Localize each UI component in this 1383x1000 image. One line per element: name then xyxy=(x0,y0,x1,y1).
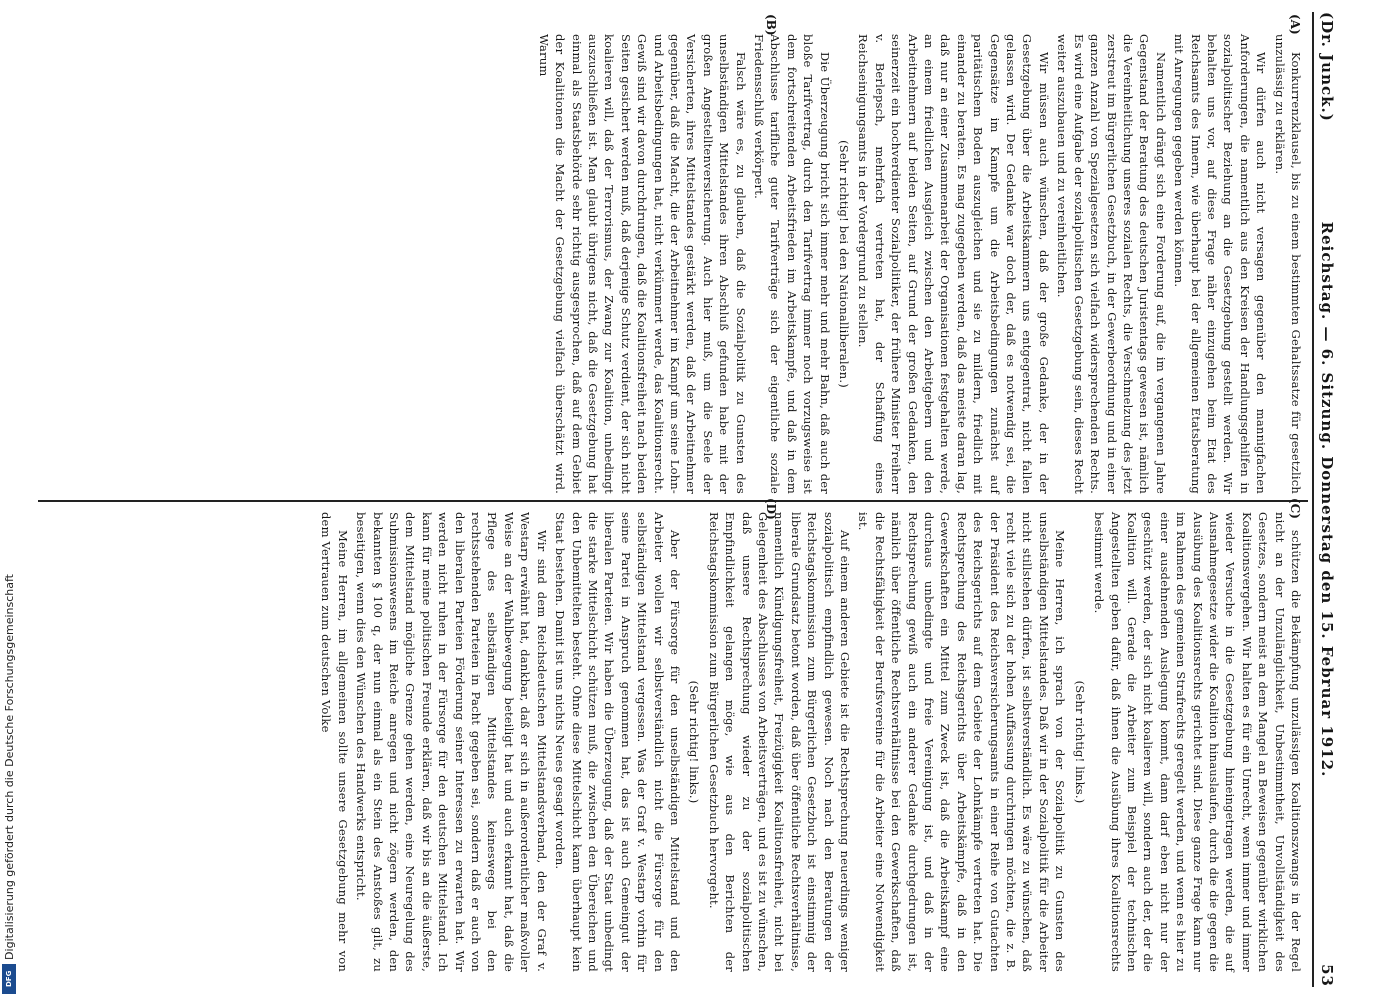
left-paragraph-5: Die Überzeugung bricht sich immer mehr und mehr Bahn, daß auch der bloße Tarifvertrag, durch den Tarifvertrag immer noch vorzugsweise ist dem fortschreitenden Arbeitsfrieden im Arbeitskampfe, und daß in dem Abschlusse tarifliche guter Tarifverträge sich der eigentliche soziale Friedensschluß verkörpert. xyxy=(752,34,832,494)
left-paragraph-1: Konkurrenzklausel, bis zu einem bestimmten Gehaltssatze für gesetzlich unzulässig zu erklären. xyxy=(1272,34,1303,494)
page-header xyxy=(1312,12,1338,987)
right-interjection-1: (Sehr richtig! links.) xyxy=(1072,680,1087,804)
left-paragraph-3: Namentlich drängt sich eine Forderung auf, die im vergangenen Jahre Gegenstand der Beratung des deutschen Juristentags gewesen ist, nämlich die Vereinheitlichung unseres sozialen Rechts, die Verschmelzung des jetzt zerstreut im Bürgerlichen Gesetzbuch, in der Gewerbeordnung und in einer ganzen Anzahl von Spezialgesetzen sich vielfach widersprechenden Rechts. Es wird eine Aufgabe der sozialpolitischen Gesetzgebung sein, dieses Recht weiter auszubauen und zu vereinheitlichen. xyxy=(1055,34,1168,494)
right-interjection-2: (Sehr richtig! links.) xyxy=(687,680,702,804)
margin-mark-d: (D) xyxy=(764,498,778,520)
right-paragraph-3: Auf einem anderen Gebiete ist die Rechtsprechung neuerdings weniger sozialpolitisch empfindlich gewesen. Noch nach den Beratungen der Reichstagskommission zum Bürgerlichen Gesetzbuch ist einstimmig der liberale Grundsatz betont worden, daß über öffentliche Rechtsverhältnisse, namentlich Kündigungsfreiheit, Freizügigkeit Koalitionsfreiheit, nicht bei Gelegenheit des Abschlusses von Arbeitsverträgen, und es ist zu wünschen, daß unsere Rechtsprechung wieder zu der sozialpolitischen Empfindlichkeit gelangen möge, wie aus den Berichten der Reichstagskommission zum Bürgerlichen Gesetzbuch hervorgeht. xyxy=(706,512,853,972)
page-number: 53 xyxy=(1318,964,1336,987)
right-paragraph-1: schützen die Bekämpfung unzulässigen Koalitionszwangs in der Regel nicht an der Unzulänglichkeit, Unbestimmtheit, Unvollständigkeit des Gesetzes, sondern meist an dem Mangel an Beweisen gegenüber wirklichen Koalitionsvergehen. Wir halten es für ein Unrecht, wenn immer und immer wieder Versuche in die Gesetzgebung hineingetragen werden, die auf Ausnahmegesetze wider die Koalition hinauslaufen, durch die die gegen die Ausübung des Koalitionsrechts gerichtet sind. Diese ganze Frage kann nur im Rahmen des gemeinen Strafrechts geregelt werden, und wenn es hier zu einer ausdehnenden Auslegung kommt, dann darf eben nicht nur der geschützt werden, der sich nicht koalieren will, sondern auch der, der die Koalition will. Gerade die Arbeiter zum Beispiel der technischen Angestellten geben dafür, daß ihnen die Ausübung ihres Koalitionsrechts bestimmt werde. xyxy=(1092,512,1303,972)
left-paragraph-4: Wir müssen auch wünschen, daß der große Gedanke, der in der Gesetzgebung über die Arbeitskammern uns entgegentrat, nicht fallen gelassen wird. Der Gedanke war doch der, daß es notwendig sei, die Gegensätze im Kampfe um die Arbeitsbedingungen zunächst auf paritätischem Boden auszugleichen und sie zu mildern, friedlich mit einander zu beraten. Es mag zugegeben werden, daß das meiste daran lag, daß nur an einer Zusammenarbeit der Organisationen festgehalten werde, an einem friedlichen Ausgleich zwischen den Arbeitgebern und den Arbeitnehmern auf beiden Seiten, auf Grund der großen Gedanken, den seinerzeit ein hochverdienter Sozialpolitiker, der frühere Minister Freiherr v. Berlepsch, mehrfach vertreten hat, der Schaffung eines Reichseinigungsamts in der Vordergrund zu stellen. xyxy=(856,34,1051,494)
right-column xyxy=(316,512,1304,972)
left-paragraph-6: Falsch wäre es, zu glauben, daß die Sozialpolitik zu Gunsten des unselbständigen Mittelstandes ihren Abschluß gefunden habe mit der großen Angestelltenversicherung. Auch hier muß, um die Seele der Versicherten, ihres Mittelstandes gestärkt werden, daß der Arbeitnehmer gegenüber, daß die Macht, die der Arbeitnehmer im Kampf um seine Lohn- und Arbeitsbedingungen hat, nicht verkümmert werde, das Koalitionsrecht. Gewiß sind wir davon durchdrungen, daß die Koalitionsfreiheit nach beiden Seiten gesichert werden muß, daß derjenige Schutz verdient, der sich nicht koalieren will, daß der Terrorismus, der Zwang zur Koalition, unbedingt auszuschließen ist. Man glaubt übrigens nicht, daß die Gesetzgebung hat einmal als Staatsbehörde sehr richtig ausgesprochen, daß auf dem Gebiet der Koalitionen die Macht der Gesetzgebung vielfach überschätzt wird. Warum xyxy=(536,34,748,494)
credit-text: Digitalisierung gefördert durch die Deutsche Forschungsgemeinschaft xyxy=(3,574,16,960)
speaker-tag: (Dr. Junck.) xyxy=(1318,12,1336,122)
right-paragraph-2: Meine Herren, ich sprach von der Sozialpolitik zu Gunsten des unselbständigen Mittelstandes. Daß wir in der Sozialpolitik für die Arbeiter nicht stillstehen dürfen, ist selbstverständlich. Es wäre zu wünschen, daß recht viele sich zu der hohen Auffassung durchringen möchten, die z. B. der Präsident des Reichsversicherungsamts in einer Reihe von Gutachten des Reichsgerichts auf dem Gebiete der Lohnkämpfe vertreten hat. Die Rechtsprechung des Reichsgerichts über Arbeitskämpfe, daß in den Gewerkschaften ein Mittel zum Zweck ist, daß die Arbeitskampf eine durchaus unbedingte und freie Vereinigung ist, und daß in der Rechtsprechung gewiß auch ein anderer Gedanke durchgedrungen ist, nämlich über öffentliche Rechtsverhältnisse bei den Gewerkschaften, daß die Rechtsfähigkeit der Berufsvereine für die Arbeiter eine Notwendigkeit ist. xyxy=(856,512,1068,972)
left-column xyxy=(533,34,1304,494)
right-paragraph-4: Aber der Fürsorge für den unselbständigen Mittelstand und den Arbeiter wollen wir selbstverständlich nicht die Fürsorge für den selbständigen Mittelstand vergessen. Was der Graf v. Westarp vorhin für seine Partei in Anspruch genommen hat, das ist auch Gemeingut der liberalen Parteien. Wir haben die Überzeugung, daß der Staat unbedingt die starke Mittelschicht schützen muß, die zwischen den Übereichen und den Unbemittelten besteht. Ohne diese Mittelschicht kann überhaupt kein Staat bestehen. Damit ist uns nichts Neues gesagt worden. xyxy=(553,512,682,972)
column-divider xyxy=(38,500,1308,502)
dfg-logo: DFG xyxy=(2,964,16,994)
margin-mark-c: (C) xyxy=(1288,498,1302,519)
left-paragraph-2: Wir dürfen auch nicht versagen gegenüber den mannigfachen Anforderungen, die namentlich aus den Kreisen der Handlungsgehilfen in sozialpolitischer Beziehung an die Gesetzgebung gestellt werden. Wir behalten uns vor, auf diese Frage näher einzugehen beim Etat des Reichsamts des Innern, wie überhaupt bei der allgemeinen Etatsberatung mit Anregungen gegeben werden können. xyxy=(1172,34,1269,494)
left-interjection-1: (Sehr richtig! bei den Nationalliberalen.) xyxy=(837,140,852,388)
page-title: Reichstag. — 6. Sitzung. Donnerstag den 15. Februar 1912. xyxy=(1318,221,1336,778)
header-rule xyxy=(1312,12,1314,987)
margin-mark-b: (B) xyxy=(764,14,778,36)
right-paragraph-6: Meine Herren, im allgemeinen sollte unsere Gesetzgebung mehr von dem Vertrauen zum deutschen Volke xyxy=(319,512,350,972)
margin-mark-a: (A) xyxy=(1288,14,1302,35)
right-paragraph-5: Wir sind dem Reichsdeutschen Mittelstandsverband, den der Graf v. Westarp erwähnt hat, dankbar, daß er sich in außerordentlicher maßvoller Weise an der Wahlbewegung beteiligt hat und auch erkannt hat, daß die Pflege des selbständigen Mittelstandes keineswegs bei den rechtsstehenden Parteien in Pacht gegeben sei, sondern daß er auch von den liberalen Parteien Förderung seiner Interessen zu erwarten hat. Wir werden nicht ruhen in der Fürsorge für den deutschen Mittelstand. Ich kann für meine politischen Freunde erklären, daß wir bis an die äußerste, dem Mittelstand mögliche Grenze gehen werden, eine Neuregelung des Submissionswesens im Reiche anregen und nicht zögern werden, den bekannten § 100 q, der nun einmal als ein Stein des Anstoßes gilt, zu beseitigen, wenn dies den Wünschen des Handwerks entspricht. xyxy=(354,512,549,972)
rotated-page-content xyxy=(38,12,1338,987)
